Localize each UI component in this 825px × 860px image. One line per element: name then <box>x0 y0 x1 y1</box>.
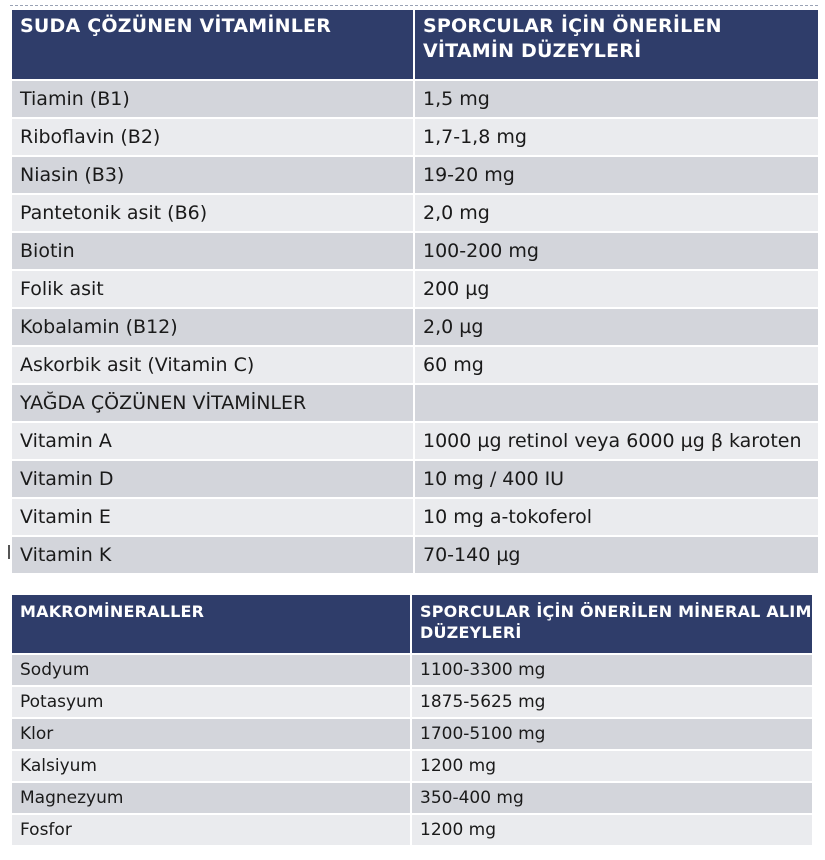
vitamin-value: 2,0 mg <box>415 195 818 233</box>
vitamin-name: Kobalamin (B12) <box>12 309 415 347</box>
header-recommended-vitamin-levels: SPORCULAR İÇİN ÖNERİLEN VİTAMİN DÜZEYLERİ <box>415 10 818 81</box>
table-row <box>12 271 818 309</box>
mineral-value: 1200 mg <box>412 751 812 783</box>
table-row <box>12 687 812 719</box>
section-label: YAĞDA ÇÖZÜNEN VİTAMİNLER <box>12 385 415 423</box>
table-row <box>12 423 818 461</box>
table-row <box>12 783 812 815</box>
vitamin-value: 70-140 µg <box>415 537 818 575</box>
table-row <box>12 537 818 575</box>
vitamin-value: 10 mg / 400 IU <box>415 461 818 499</box>
table-row <box>12 195 818 233</box>
vitamin-value: 2,0 µg <box>415 309 818 347</box>
vitamin-name: Tiamin (B1) <box>12 81 415 119</box>
header-water-soluble-vitamins: SUDA ÇÖZÜNEN VİTAMİNLER <box>12 10 415 81</box>
table-row <box>12 751 812 783</box>
mineral-name: Magnezyum <box>12 783 412 815</box>
vitamin-value: 60 mg <box>415 347 818 385</box>
vitamin-table <box>12 10 818 575</box>
mineral-value: 350-400 mg <box>412 783 812 815</box>
vitamin-name: Pantetonik asit (B6) <box>12 195 415 233</box>
vitamin-name: Vitamin E <box>12 499 415 537</box>
mineral-name: Potasyum <box>12 687 412 719</box>
table-row <box>12 655 812 687</box>
margin-tick-mark <box>8 545 10 559</box>
mineral-value: 1100-3300 mg <box>412 655 812 687</box>
mineral-name: Sodyum <box>12 655 412 687</box>
vitamin-value: 200 µg <box>415 271 818 309</box>
mineral-value: 1700-5100 mg <box>412 719 812 751</box>
table-row <box>12 499 818 537</box>
vitamin-table-header <box>12 10 818 81</box>
vitamin-name: Folik asit <box>12 271 415 309</box>
vitamin-name: Vitamin D <box>12 461 415 499</box>
table-row <box>12 119 818 157</box>
table-row <box>12 719 812 751</box>
table-row <box>12 157 818 195</box>
mineral-table <box>12 595 812 847</box>
vitamin-value: 1000 µg retinol veya 6000 µg β karoten <box>415 423 818 461</box>
vitamin-value: 1,5 mg <box>415 81 818 119</box>
vitamin-name: Vitamin A <box>12 423 415 461</box>
table-row <box>12 309 818 347</box>
vitamin-name: Niasin (B3) <box>12 157 415 195</box>
vitamin-value: 1,7-1,8 mg <box>415 119 818 157</box>
table-row <box>12 233 818 271</box>
vitamin-name: Biotin <box>12 233 415 271</box>
header-recommended-mineral-levels: SPORCULAR İÇİN ÖNERİLEN MİNERAL ALIM DÜZEYLERİ <box>412 595 812 655</box>
vitamin-value: 19-20 mg <box>415 157 818 195</box>
vitamin-name: Askorbik asit (Vitamin C) <box>12 347 415 385</box>
mineral-name: Fosfor <box>12 815 412 847</box>
vitamin-name: Vitamin K <box>12 537 415 575</box>
table-row <box>12 81 818 119</box>
table-row <box>12 461 818 499</box>
top-dashed-border <box>10 5 818 6</box>
vitamin-value: 10 mg a-tokoferol <box>415 499 818 537</box>
vitamin-name: Riboflavin (B2) <box>12 119 415 157</box>
mineral-value: 1200 mg <box>412 815 812 847</box>
mineral-table-header <box>12 595 812 655</box>
vitamin-value: 100-200 mg <box>415 233 818 271</box>
table-row <box>12 815 812 847</box>
header-macrominerals: MAKROMİNERALLER <box>12 595 412 655</box>
mineral-name: Klor <box>12 719 412 751</box>
mineral-value: 1875-5625 mg <box>412 687 812 719</box>
mineral-name: Kalsiyum <box>12 751 412 783</box>
table-row <box>12 347 818 385</box>
vitamin-value <box>415 385 818 423</box>
section-row-fat-soluble <box>12 385 818 423</box>
